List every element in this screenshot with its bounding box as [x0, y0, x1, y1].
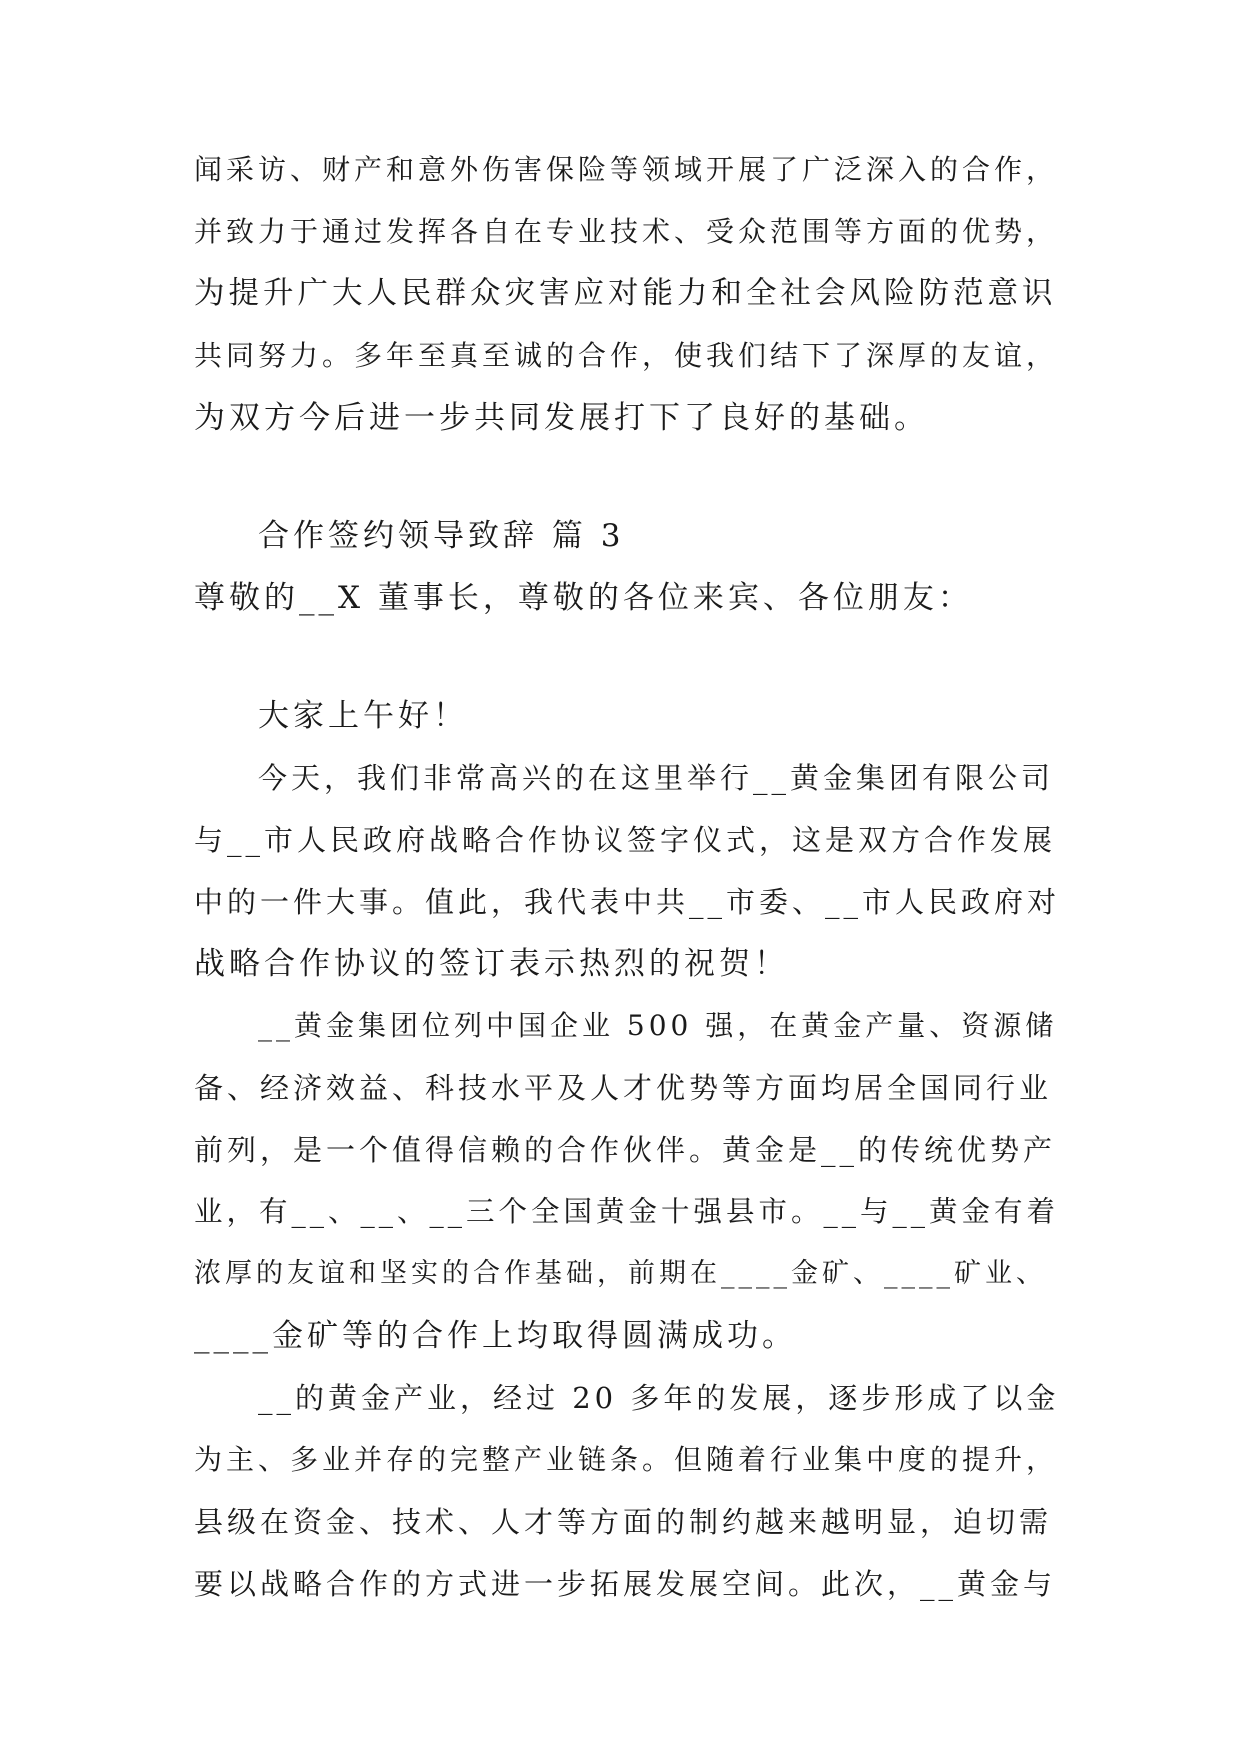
greeting: 大家上午好！	[258, 698, 468, 734]
para1-line-4: 战略合作协议的签订表示热烈的祝贺！	[194, 946, 789, 982]
para2-line-2: 备、经济效益、科技水平及人才优势等方面均居全国同行业	[194, 1071, 1053, 1105]
intro-line-1: 闻采访、财产和意外伤害保险等领域开展了广泛深入的合作，	[194, 153, 1059, 186]
intro-line-5: 为双方今后进一步共同发展打下了良好的基础。	[194, 400, 929, 436]
para2-line-6: ____金矿等的合作上均取得圆满成功。	[194, 1318, 797, 1354]
intro-line-2: 并致力于通过发挥各自在专业技术、受众范围等方面的优势，	[194, 215, 1059, 248]
para2-line-3: 前列，是一个值得信赖的合作伙伴。黄金是__的传统优势产	[194, 1133, 1057, 1167]
intro-line-3: 为提升广大人民群众灾害应对能力和全社会风险防范意识	[194, 276, 1057, 311]
para3-line-1: __的黄金产业，经过 20 多年的发展，逐步形成了以金	[258, 1381, 1060, 1415]
para1-line-2: 与__市人民政府战略合作协议签字仪式，这是双方合作发展	[194, 823, 1057, 857]
para2-line-1: __黄金集团位列中国企业 500 强，在黄金产量、资源储	[258, 1009, 1058, 1042]
section-title: 合作签约领导致辞 篇 3	[258, 518, 625, 554]
para3-line-4: 要以战略合作的方式进一步拓展发展空间。此次，__黄金与	[194, 1567, 1057, 1601]
salutation: 尊敬的__X 董事长，尊敬的各位来宾、各位朋友：	[194, 580, 973, 616]
para3-line-3: 县级在资金、技术、人才等方面的制约越来越明显，迫切需	[194, 1505, 1053, 1539]
intro-line-4: 共同努力。多年至真至诚的合作，使我们结下了深厚的友谊，	[194, 339, 1059, 372]
para3-line-2: 为主、多业并存的完整产业链条。但随着行业集中度的提升，	[194, 1443, 1059, 1476]
para1-line-1: 今天，我们非常高兴的在这里举行__黄金集团有限公司	[258, 761, 1055, 795]
para2-line-4: 业，有__、__、__三个全国黄金十强县市。__与__黄金有着	[194, 1195, 1060, 1228]
para2-line-5: 浓厚的友谊和坚实的合作基础，前期在____金矿、____矿业、	[194, 1258, 1047, 1289]
para1-line-3: 中的一件大事。值此，我代表中共__市委、__市人民政府对	[194, 885, 1061, 919]
